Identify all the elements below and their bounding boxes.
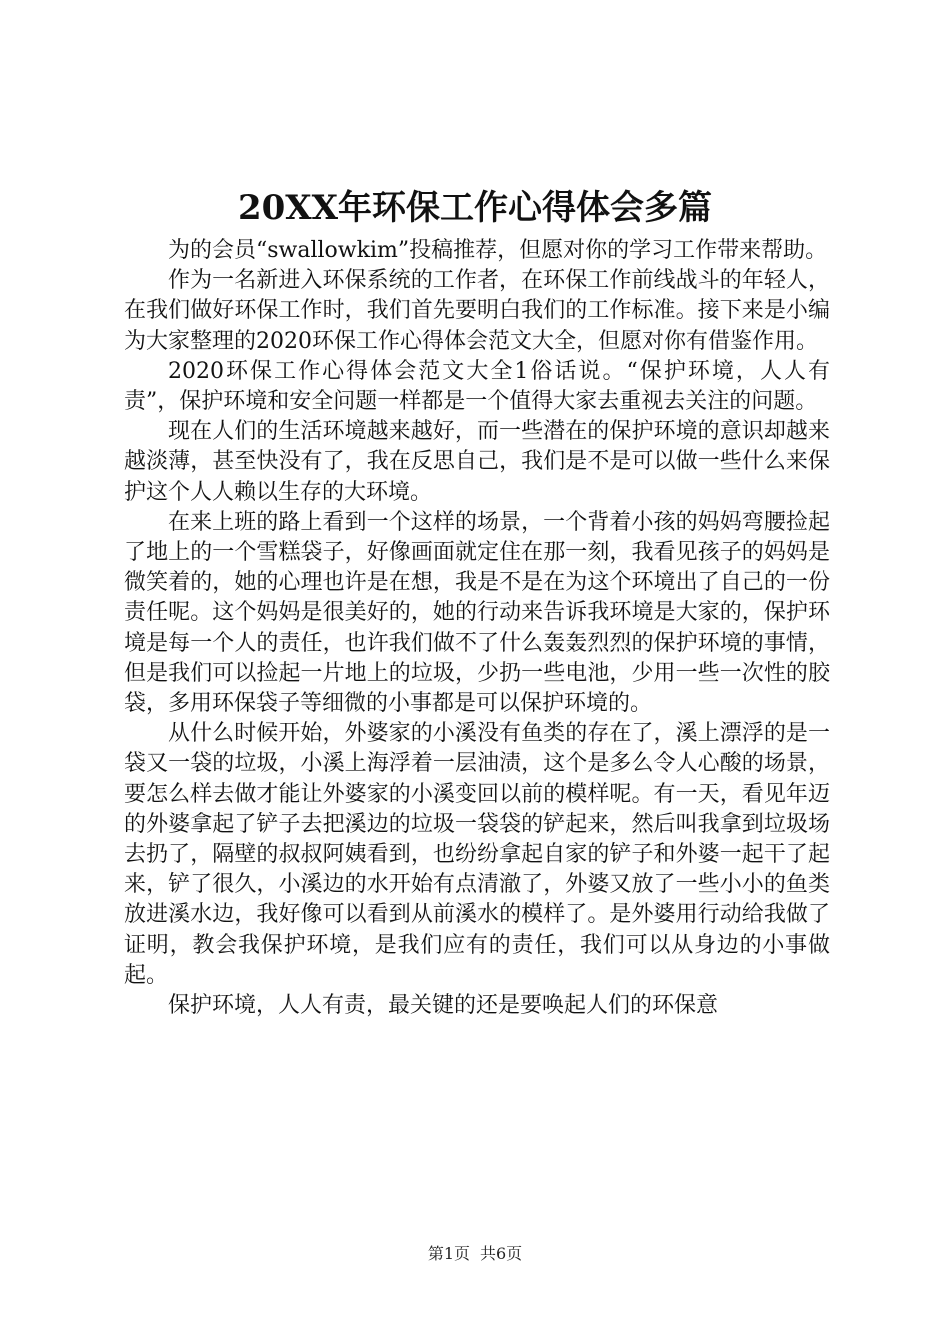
paragraph: 作为一名新进入环保系统的工作者，在环保工作前线战斗的年轻人，在我们做好环保工作时，我们首先要明白我们的工作标准。接下来是小编为大家整理的2020环保工作心得体会范文大全，但愿对你有借鉴作用。 <box>124 268 830 354</box>
paragraph: 为的会员“swallowkim”投稿推荐，但愿对你的学习工作带来帮助。 <box>168 238 828 263</box>
paragraph: 现在人们的生活环境越来越好，而一些潜在的保护环境的意识却越来越淡薄，甚至快没有了，我在反思自己，我们是不是可以做一些什么来保护这个人人赖以生存的大环境。 <box>124 419 830 505</box>
page-footer <box>0 1242 950 1266</box>
paragraph: 从什么时候开始，外婆家的小溪没有鱼类的存在了，溪上漂浮的是一袋又一袋的垃圾，小溪上海浮着一层油渍，这个是多么令人心酸的场景，要怎么样去做才能让外婆家的小溪变回以前的模样呢。有一天，看见年迈的外婆拿起了铲子去把溪边的垃圾一袋袋的铲起来，然后叫我拿到垃圾场去扔了，隔壁的叔叔阿姨看到，也纷纷拿起自家的铲子和外婆一起干了起来，铲了很久，小溪边的水开始有点清澈了，外婆又放了一些小小的鱼类放进溪水边，我好像可以看到从前溪水的模样了。是外婆用行动给我做了证明，教会我保护环境，是我们应有的责任，我们可以从身边的小事做起。 <box>124 721 830 988</box>
document-title: 20XX年环保工作心得体会多篇 <box>237 188 713 228</box>
page-number: 第1页 <box>427 1244 470 1263</box>
page-total: 共6页 <box>480 1244 523 1263</box>
paragraph: 在来上班的路上看到一个这样的场景，一个背着小孩的妈妈弯腰捡起了地上的一个雪糕袋子，好像画面就定住在那一刻，我看见孩子的妈妈是微笑着的，她的心理也许是在想，我是不是在为这个环境出了自己的一份责任呢。这个妈妈是很美好的，她的行动来告诉我环境是大家的，保护环境是每一个人的责任，也许我们做不了什么轰轰烈烈的保护环境的事情，但是我们可以捡起一片地上的垃圾，少扔一些电池，少用一些一次性的胶袋，多用环保袋子等细微的小事都是可以保护环境的。 <box>124 509 830 717</box>
paragraph: 2020环保工作心得体会范文大全1俗话说。“保护环境，人人有责”，保护环境和安全问题一样都是一个值得大家去重视去关注的问题。 <box>124 358 830 415</box>
paragraph: 保护环境，人人有责，最关键的还是要唤起人们的环保意 <box>168 993 719 1019</box>
document-body <box>124 236 830 1021</box>
